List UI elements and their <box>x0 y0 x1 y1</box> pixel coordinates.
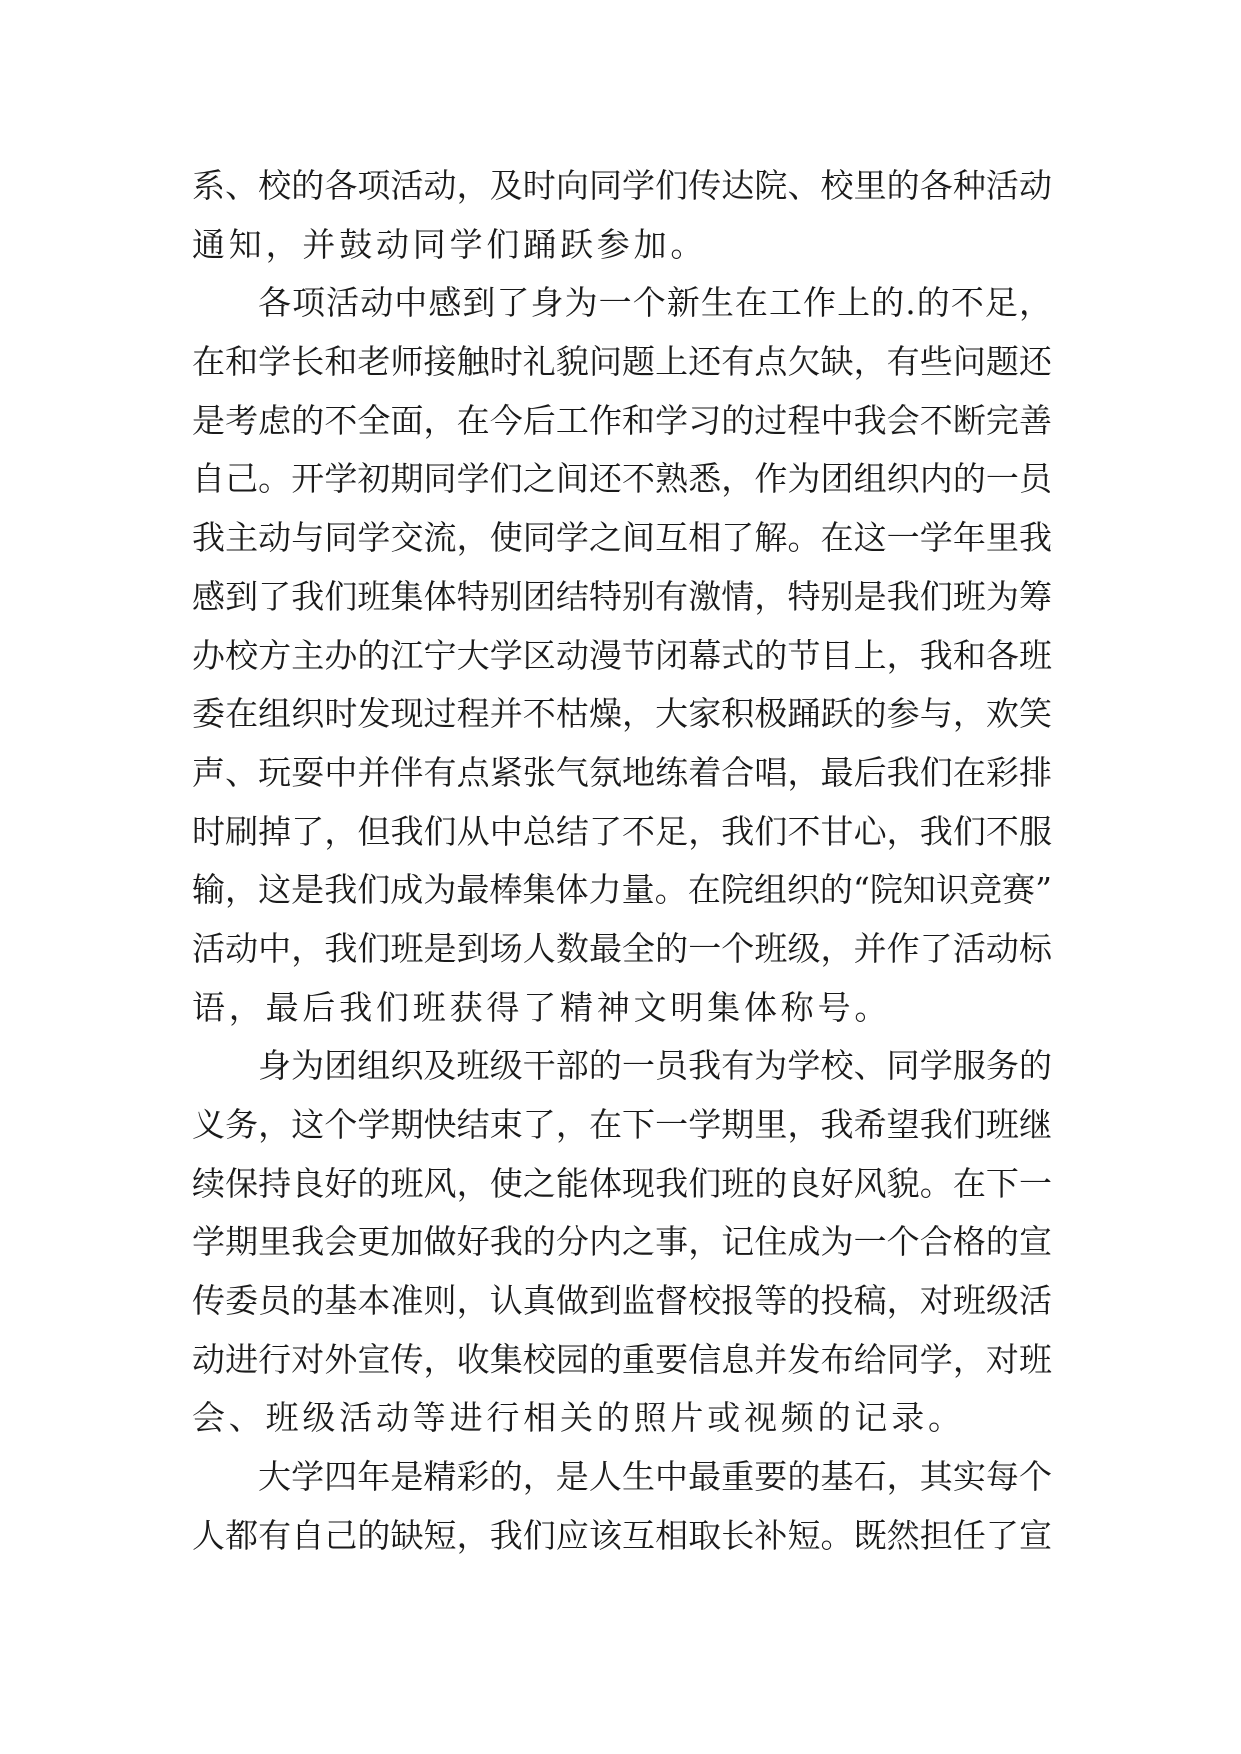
text-line: 会、班级活动等进行相关的照片或视频的记录。 <box>192 1398 965 1438</box>
text-line: 义务，这个学期快结束了，在下一学期里，我希望我们班继 <box>192 1105 1052 1144</box>
text-line: 身为团组织及班级干部的一员我有为学校、同学服务的 <box>258 1046 1052 1086</box>
text-line: 通知，并鼓动同学们踊跃参加。 <box>192 224 708 264</box>
text-line: 人都有自己的缺短，我们应该互相取长补短。既然担任了宣 <box>192 1515 1052 1555</box>
text-line: 系、校的各项活动，及时向同学们传达院、校里的各种活动 <box>192 166 1052 205</box>
text-line: 是考虑的不全面，在今后工作和学习的过程中我会不断完善 <box>192 400 1052 440</box>
text-line: 各项活动中感到了身为一个新生在工作上的.的不足， <box>258 283 1052 323</box>
text-line: 动进行对外宣传，收集校园的重要信息并发布给同学，对班 <box>192 1339 1052 1379</box>
text-line: 自己。开学初期同学们之间还不熟悉，作为团组织内的一员 <box>192 459 1052 499</box>
text-line: 大学四年是精彩的，是人生中最重要的基石，其实每个 <box>258 1457 1052 1497</box>
text-line: 委在组织时发现过程并不枯燥，大家积极踊跃的参与，欢笑 <box>192 694 1052 734</box>
text-line: 感到了我们班集体特别团结特别有激情，特别是我们班为筹 <box>192 576 1052 616</box>
text-line: 我主动与同学交流，使同学之间互相了解。在这一学年里我 <box>192 518 1052 558</box>
text-line: 声、玩耍中并伴有点紧张气氛地练着合唱，最后我们在彩排 <box>192 752 1052 792</box>
text-line: 在和学长和老师接触时礼貌问题上还有点欠缺，有些问题还 <box>192 342 1052 382</box>
body-text <box>192 157 1052 1566</box>
text-line: 办校方主办的江宁大学区动漫节闭幕式的节目上，我和各班 <box>192 635 1052 675</box>
text-line: 活动中，我们班是到场人数最全的一个班级，并作了活动标 <box>192 928 1052 968</box>
text-line: 传委员的基本准则，认真做到监督校报等的投稿，对班级活 <box>192 1281 1052 1321</box>
text-line: 时刷掉了，但我们从中总结了不足，我们不甘心，我们不服 <box>192 811 1052 851</box>
text-line: 输，这是我们成为最棒集体力量。在院组织的“院知识竞赛” <box>192 870 1052 910</box>
text-line: 续保持良好的班风，使之能体现我们班的良好风貌。在下一 <box>192 1163 1052 1203</box>
text-line: 学期里我会更加做好我的分内之事，记住成为一个合格的宣 <box>192 1222 1052 1262</box>
text-line: 语，最后我们班获得了精神文明集体称号。 <box>192 987 892 1027</box>
